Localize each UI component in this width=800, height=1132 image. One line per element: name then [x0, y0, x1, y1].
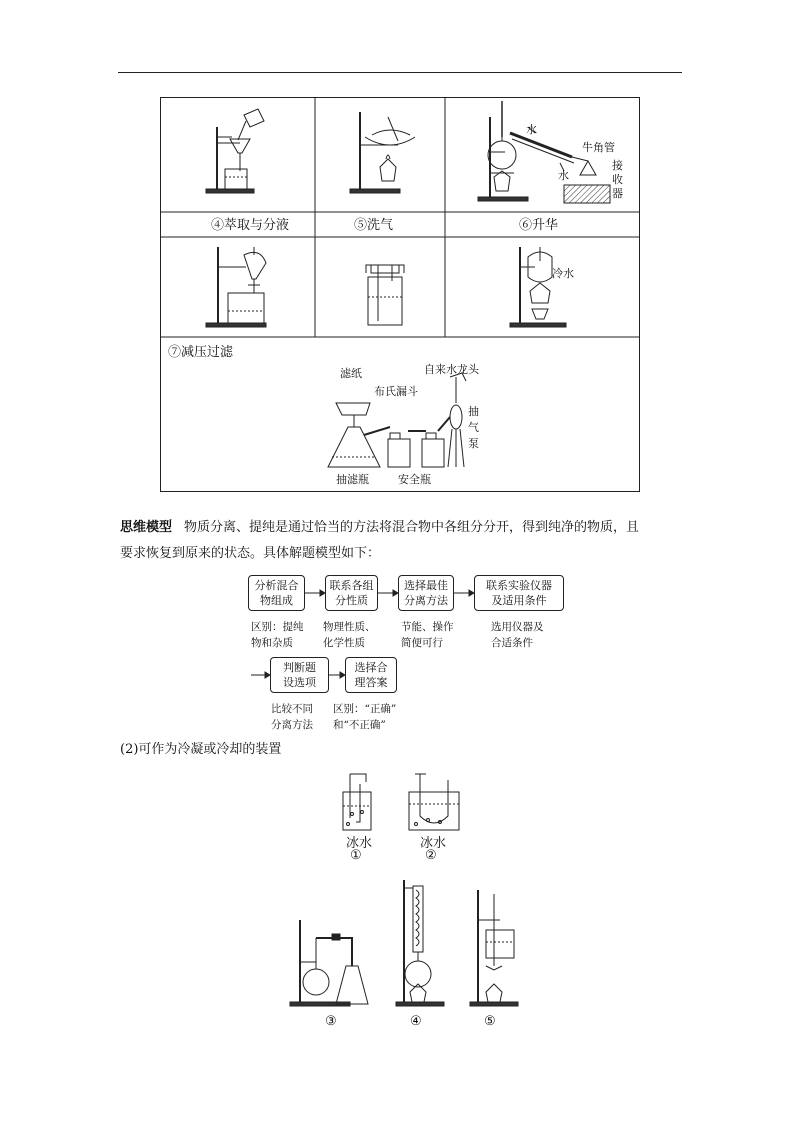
- label-device-4: ④: [410, 1014, 422, 1029]
- filtration-apparatus: [206, 109, 264, 193]
- label-pump-2: 气: [468, 421, 479, 434]
- flow-note-judge-options-line2: 分离方法: [271, 719, 313, 731]
- flow-note-method: [401, 619, 454, 651]
- cooling-device-3: [290, 920, 368, 1006]
- apparatus-table-drawing: [160, 97, 640, 492]
- flow-note-analyze-line1: 区别：提纯: [251, 621, 304, 633]
- label-pump-3: 泵: [468, 437, 479, 450]
- label-buchner-funnel: 布氏漏斗: [374, 385, 418, 398]
- section-2-title: (2)可作为冷凝或冷却的装置: [120, 742, 282, 757]
- caption-vacuum-filtration: ⑦减压过滤: [168, 345, 234, 360]
- flow-note-method-line2: 简便可行: [401, 637, 443, 649]
- flow-note-analyze: [251, 619, 304, 651]
- flow-step-properties: [325, 575, 378, 611]
- apparatus-table: [160, 97, 640, 492]
- caption-gas-washing: ⑤洗气: [354, 218, 394, 233]
- flow-step-analyze-line1: 分析混合: [254, 579, 299, 592]
- flow-step-judge-options-line1: 判断题: [283, 661, 316, 674]
- flow-step-judge-options-line2: 设选项: [283, 676, 316, 689]
- flow-step-properties-line2: 分性质: [335, 594, 368, 607]
- label-suction-flask: 抽滤瓶: [336, 473, 369, 486]
- label-water-out: 水: [558, 169, 569, 182]
- flow-step-instruments-line2: 及适用条件: [491, 594, 547, 607]
- gas-washing-bottle: [366, 265, 404, 325]
- flow-note-choose-answer-line2: 和“不正确”: [333, 719, 386, 731]
- label-receiver-2: 收: [612, 173, 623, 186]
- cooling-device-2: [409, 774, 459, 830]
- flow-step-method-line1: 选择最佳: [404, 579, 448, 592]
- thinking-model-text-1: 物质分离、提纯是通过恰当的方法将混合物中各组分分开，得到纯净的物质，且: [184, 520, 640, 535]
- flow-step-choose-answer: [345, 657, 397, 693]
- label-receiver-1: 接: [612, 159, 623, 172]
- label-pump-1: 抽: [468, 405, 479, 418]
- caption-sublimation: ⑥升华: [519, 218, 559, 233]
- label-device-1: ①: [350, 848, 362, 863]
- cooling-device-5: [470, 890, 518, 1006]
- flow-step-instruments-line1: 联系实验仪器: [486, 579, 552, 592]
- thinking-model-line-1: [120, 516, 639, 540]
- flow-note-judge-options-line1: 比较不同: [271, 703, 313, 715]
- flow-note-method-line1: 节能、操作: [401, 621, 454, 633]
- flow-note-choose-answer-line1: 区别：“正确”: [333, 703, 397, 715]
- label-ice-water-1: 冰水: [346, 836, 373, 851]
- label-adapter: 牛角管: [582, 141, 615, 154]
- label-filter-paper: 滤纸: [340, 367, 362, 380]
- flow-note-properties-line1: 物理性质、: [323, 621, 376, 633]
- label-device-2: ②: [425, 848, 437, 863]
- flow-step-method-line2: 分离方法: [404, 594, 448, 607]
- flow-note-properties: [323, 619, 376, 651]
- flow-step-properties-line1: 联系各组: [329, 579, 374, 592]
- label-ice-water-2: 冰水: [420, 836, 447, 851]
- label-water-in: 水: [526, 123, 537, 136]
- flow-note-instruments: [491, 619, 544, 651]
- flow-step-choose-answer-line1: 选择合: [354, 661, 388, 674]
- cooling-device-1: [343, 774, 371, 830]
- flow-note-instruments-line2: 合适条件: [491, 637, 533, 649]
- header-rule: [118, 72, 682, 73]
- label-safety-bottle: 安全瓶: [398, 473, 431, 486]
- flow-note-judge-options: [271, 701, 313, 733]
- flow-note-analyze-line2: 物和杂质: [251, 637, 293, 649]
- cooling-device-4: [396, 880, 444, 1006]
- label-receiver-3: 器: [612, 187, 623, 200]
- flow-step-choose-answer-line2: 理答案: [354, 676, 388, 689]
- solution-flowchart: [245, 575, 575, 735]
- flow-note-properties-line2: 化学性质: [323, 637, 365, 649]
- evaporation-apparatus: [350, 112, 415, 193]
- label-device-5: ⑤: [484, 1014, 496, 1029]
- sublimation-apparatus: [510, 247, 566, 327]
- label-water-tap: 自来水龙头: [424, 363, 479, 376]
- label-cold-water: 冷水: [552, 267, 574, 280]
- thinking-model-line-2: 要求恢复到原来的状态。具体解题模型如下：: [120, 546, 381, 561]
- thinking-model-lead: 思维模型: [120, 520, 173, 535]
- label-device-3: ③: [325, 1014, 337, 1029]
- flow-step-instruments: [474, 575, 564, 611]
- flow-step-analyze-line2: 物组成: [260, 594, 293, 607]
- flow-step-method: [398, 575, 454, 611]
- separating-funnel-apparatus: [206, 247, 266, 327]
- flow-step-judge-options: [270, 657, 329, 693]
- cooling-apparatus-drawing: [0, 770, 800, 1030]
- flow-step-analyze: [248, 575, 305, 611]
- flow-note-choose-answer: [333, 701, 396, 733]
- flow-note-instruments-line1: 选用仪器及: [491, 621, 544, 633]
- caption-extraction: ④萃取与分液: [211, 218, 290, 233]
